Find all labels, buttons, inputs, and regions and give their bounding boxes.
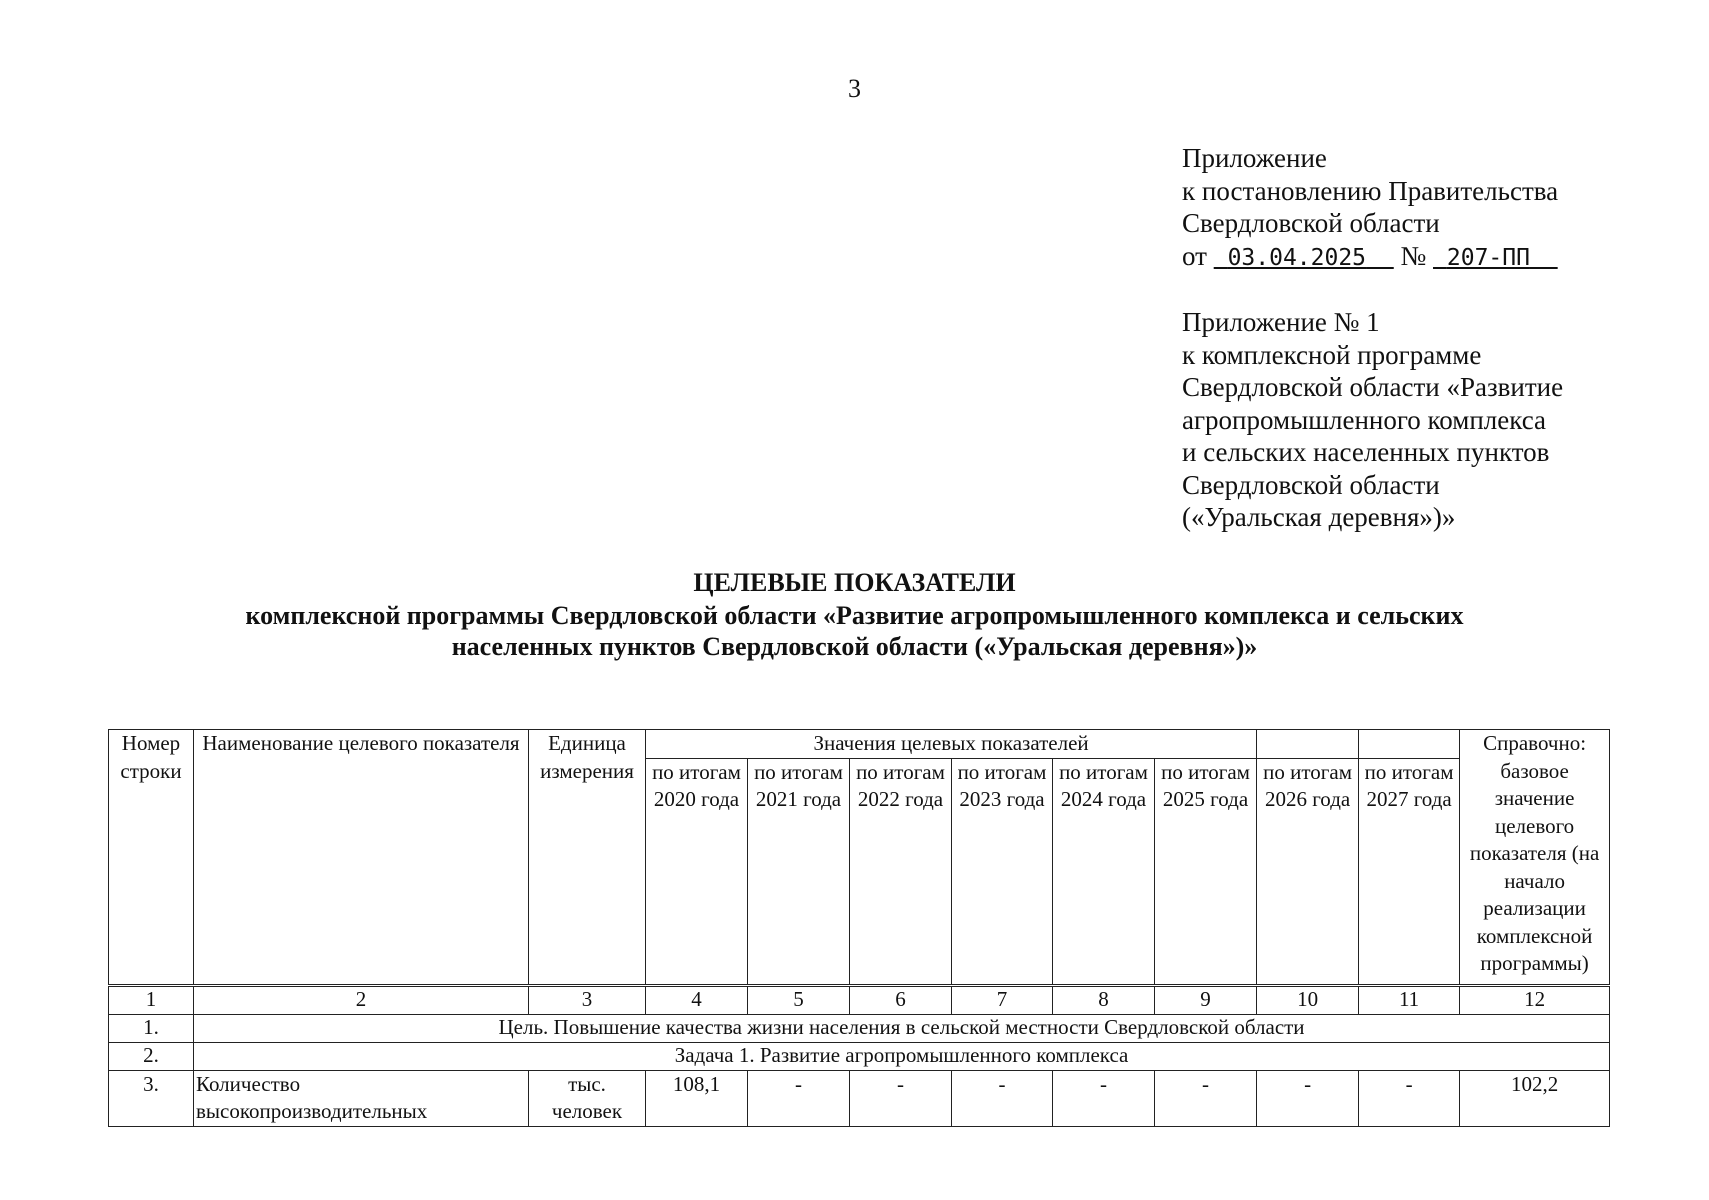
header-values-group: Значения целевых показателей: [646, 730, 1257, 759]
table-row-task: [109, 1042, 1610, 1070]
column-number: 7: [952, 985, 1053, 1014]
page-number: 3: [848, 74, 861, 103]
indicator-value: -: [850, 1070, 952, 1126]
document-subtitle: комплексной программы Свердловской области «Развитие агропромышленного комплекса и сельских: [245, 601, 1464, 630]
appendix-line: и сельских населенных пунктов: [1182, 437, 1550, 467]
header-reference: Справочно: базовое значение целевого показателя (на начало реализации комплексной программы): [1460, 730, 1610, 986]
appendix-line: («Уральская деревня»)»: [1182, 502, 1456, 532]
column-number: 6: [850, 985, 952, 1014]
indicator-value: -: [1053, 1070, 1155, 1126]
indicators-table: [108, 729, 1610, 1127]
indicator-value: -: [748, 1070, 850, 1126]
row-number: 3.: [109, 1070, 194, 1126]
task-text: Задача 1. Развитие агропромышленного комплекса: [194, 1042, 1610, 1070]
column-number: 3: [529, 985, 646, 1014]
header-year: по итогам 2025 года: [1155, 758, 1257, 985]
appendix-line: Свердловской области: [1182, 469, 1440, 500]
table-row-goal: [109, 1014, 1610, 1042]
column-number: 4: [646, 985, 748, 1014]
indicator-value: -: [952, 1070, 1053, 1126]
column-numbers-row: [109, 985, 1610, 1014]
header-year: по итогам 2022 года: [850, 758, 952, 985]
appendix-line: Приложение: [1182, 143, 1327, 173]
table-row: [109, 1070, 1610, 1126]
indicator-unit: тыс. человек: [529, 1070, 646, 1126]
document-title: ЦЕЛЕВЫЕ ПОКАЗАТЕЛИ: [693, 568, 1016, 597]
indicator-name: Количество высокопроизводительных: [194, 1070, 529, 1126]
header-empty-cell: [1257, 730, 1359, 759]
appendix-line: к комплексной программе: [1182, 339, 1482, 370]
header-year: по итогам 2021 года: [748, 758, 850, 985]
appendix-block: [1182, 142, 1563, 534]
reference-value: 102,2: [1460, 1070, 1610, 1126]
appendix-line: Приложение № 1: [1182, 307, 1380, 337]
header-unit: Единица измерения: [529, 730, 646, 986]
column-number: 1: [109, 985, 194, 1014]
column-number: 11: [1359, 985, 1460, 1014]
column-number: 8: [1053, 985, 1155, 1014]
number-value: 207-ПП: [1446, 244, 1530, 271]
header-year: по итогам 2027 года: [1359, 758, 1460, 985]
header-year: по итогам 2023 года: [952, 758, 1053, 985]
appendix-line: Свердловской области: [1182, 208, 1440, 238]
header-indicator-name: Наименование целевого показателя: [194, 730, 529, 986]
appendix-line: к постановлению Правительства: [1182, 175, 1559, 206]
number-prefix: №: [1400, 240, 1427, 271]
indicator-value: -: [1257, 1070, 1359, 1126]
column-number: 12: [1460, 985, 1610, 1014]
date-value: 03.04.2025: [1227, 244, 1367, 271]
column-number: 10: [1257, 985, 1359, 1014]
column-number: 5: [748, 985, 850, 1014]
indicator-value: 108,1: [646, 1070, 748, 1126]
document-subtitle: населенных пунктов Свердловской области («Уральская деревня»)»: [451, 632, 1258, 661]
indicator-value: -: [1155, 1070, 1257, 1126]
header-row-number: Номер строки: [109, 730, 194, 986]
appendix-line: Свердловской области «Развитие: [1182, 372, 1564, 402]
row-number: 2.: [109, 1042, 194, 1070]
column-number: 9: [1155, 985, 1257, 1014]
header-year: по итогам 2020 года: [646, 758, 748, 985]
appendix-date-line: [1182, 240, 1563, 275]
indicator-value: -: [1359, 1070, 1460, 1126]
appendix-line: агропромышленного комплекса: [1182, 404, 1546, 435]
row-number: 1.: [109, 1014, 194, 1042]
header-year: по итогам 2024 года: [1053, 758, 1155, 985]
column-number: 2: [194, 985, 529, 1014]
header-empty-cell: [1359, 730, 1460, 759]
goal-text: Цель. Повышение качества жизни населения в сельской местности Свердловской области: [194, 1014, 1610, 1042]
date-prefix: от: [1182, 240, 1207, 271]
header-year: по итогам 2026 года: [1257, 758, 1359, 985]
